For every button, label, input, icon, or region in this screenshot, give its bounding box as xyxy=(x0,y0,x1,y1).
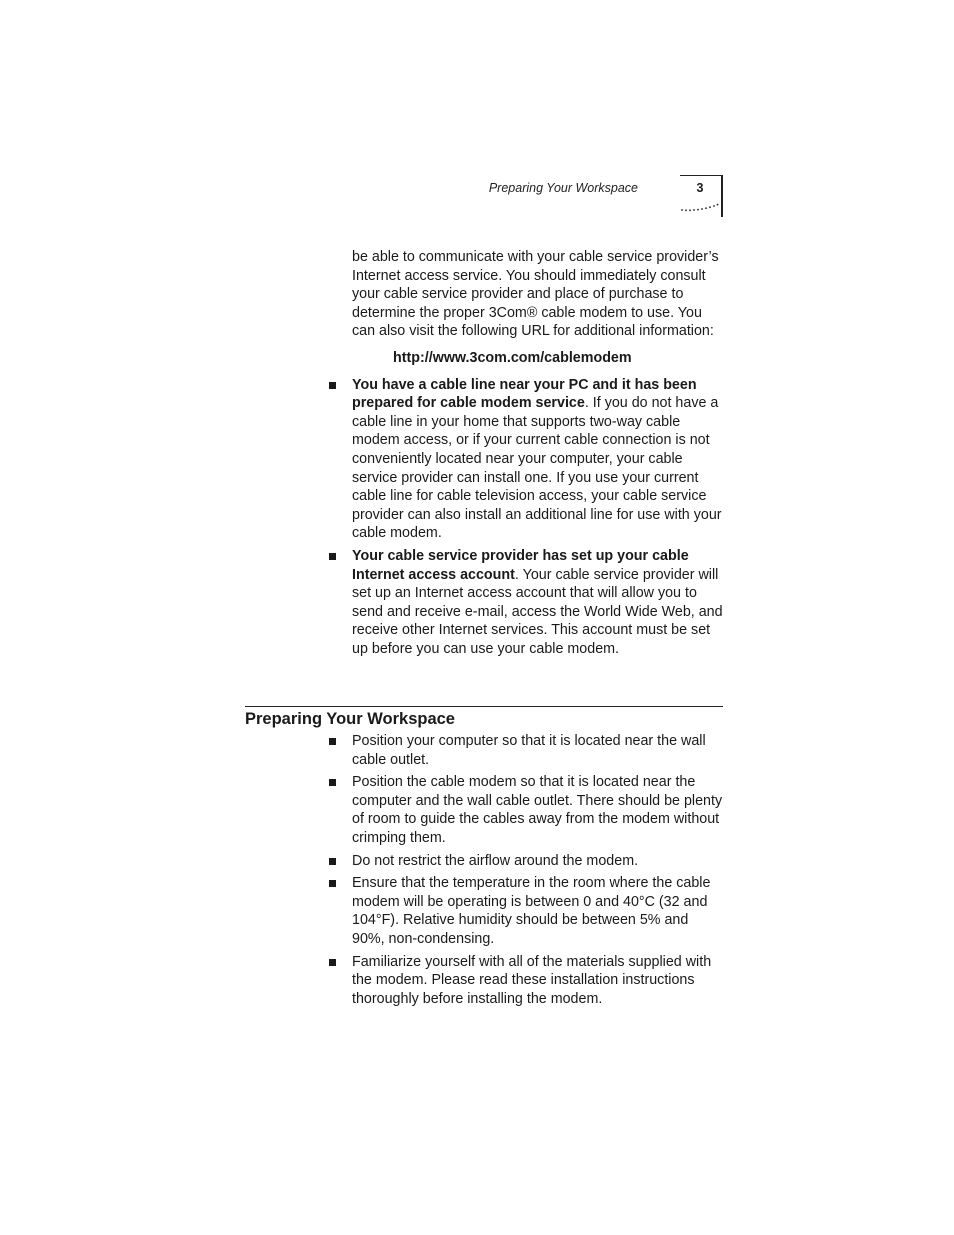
workspace-item-text: Position your computer so that it is located near the wall cable outlet. xyxy=(352,733,706,768)
requirement-lead: Your cable service provider has set up your cable Internet access account xyxy=(352,547,689,583)
list-item xyxy=(352,874,724,948)
workspace-list xyxy=(352,732,724,1008)
section-heading: Preparing Your Workspace xyxy=(245,710,455,728)
square-bullet-icon xyxy=(329,880,336,887)
list-item xyxy=(352,852,724,871)
decorative-dot-curve xyxy=(680,202,720,214)
list-item xyxy=(352,953,724,1009)
square-bullet-icon xyxy=(329,553,336,560)
requirements-list xyxy=(352,376,724,659)
workspace-content xyxy=(352,732,724,1012)
section-rule xyxy=(245,706,723,707)
list-item xyxy=(352,376,724,543)
page-number: 3 xyxy=(696,181,704,195)
square-bullet-icon xyxy=(329,382,336,389)
running-head-title: Preparing Your Workspace xyxy=(488,181,638,195)
list-item xyxy=(352,732,724,769)
workspace-item-text: Ensure that the temperature in the room where the cable modem will be operating is between 0 and 40°C (32 and 104°F). Relative humidity should be between 5% and 90%, non-condensing. xyxy=(352,875,711,947)
square-bullet-icon xyxy=(329,858,336,865)
workspace-item-text: Do not restrict the airflow around the modem. xyxy=(352,852,639,869)
intro-paragraph: be able to communicate with your cable service provider’s Internet access service. You should immediately consult your cable service provider and place of purchase to determine the proper 3Com® cable modem to use. You can also visit the following URL for additional information: xyxy=(352,249,719,340)
page-tab-side-rule xyxy=(721,175,723,217)
requirement-lead: You have a cable line near your PC and it has been prepared for cable modem service xyxy=(352,376,697,412)
workspace-item-text: Position the cable modem so that it is located near the computer and the wall cable outlet. There should be plenty of room to guide the cables away from the modem without crimping them. xyxy=(352,774,723,846)
intro-content xyxy=(352,248,724,662)
list-item xyxy=(352,547,724,659)
square-bullet-icon xyxy=(329,959,336,966)
square-bullet-icon xyxy=(329,779,336,786)
support-url[interactable]: http://www.3com.com/cablemodem xyxy=(393,349,632,366)
requirement-text: . If you do not have a cable line in your home that supports two-way cable modem access, or if your current cable connection is not conveniently located near your computer, your cable service provider can install one. If you use your current cable line for cable television access, your cable service provider can also install an additional line for use with your cable modem. xyxy=(352,395,722,542)
list-item xyxy=(352,773,724,847)
square-bullet-icon xyxy=(329,738,336,745)
requirement-text: . Your cable service provider will set up an Internet access account that will allow you to send and receive e-mail, access the World Wide Web, and receive other Internet services. This account must be set up before you can use your cable modem. xyxy=(352,566,723,657)
page-tab-top-rule xyxy=(680,175,723,176)
workspace-item-text: Familiarize yourself with all of the materials supplied with the modem. Please read these installation instructions thoroughly before installing the modem. xyxy=(352,953,712,1007)
